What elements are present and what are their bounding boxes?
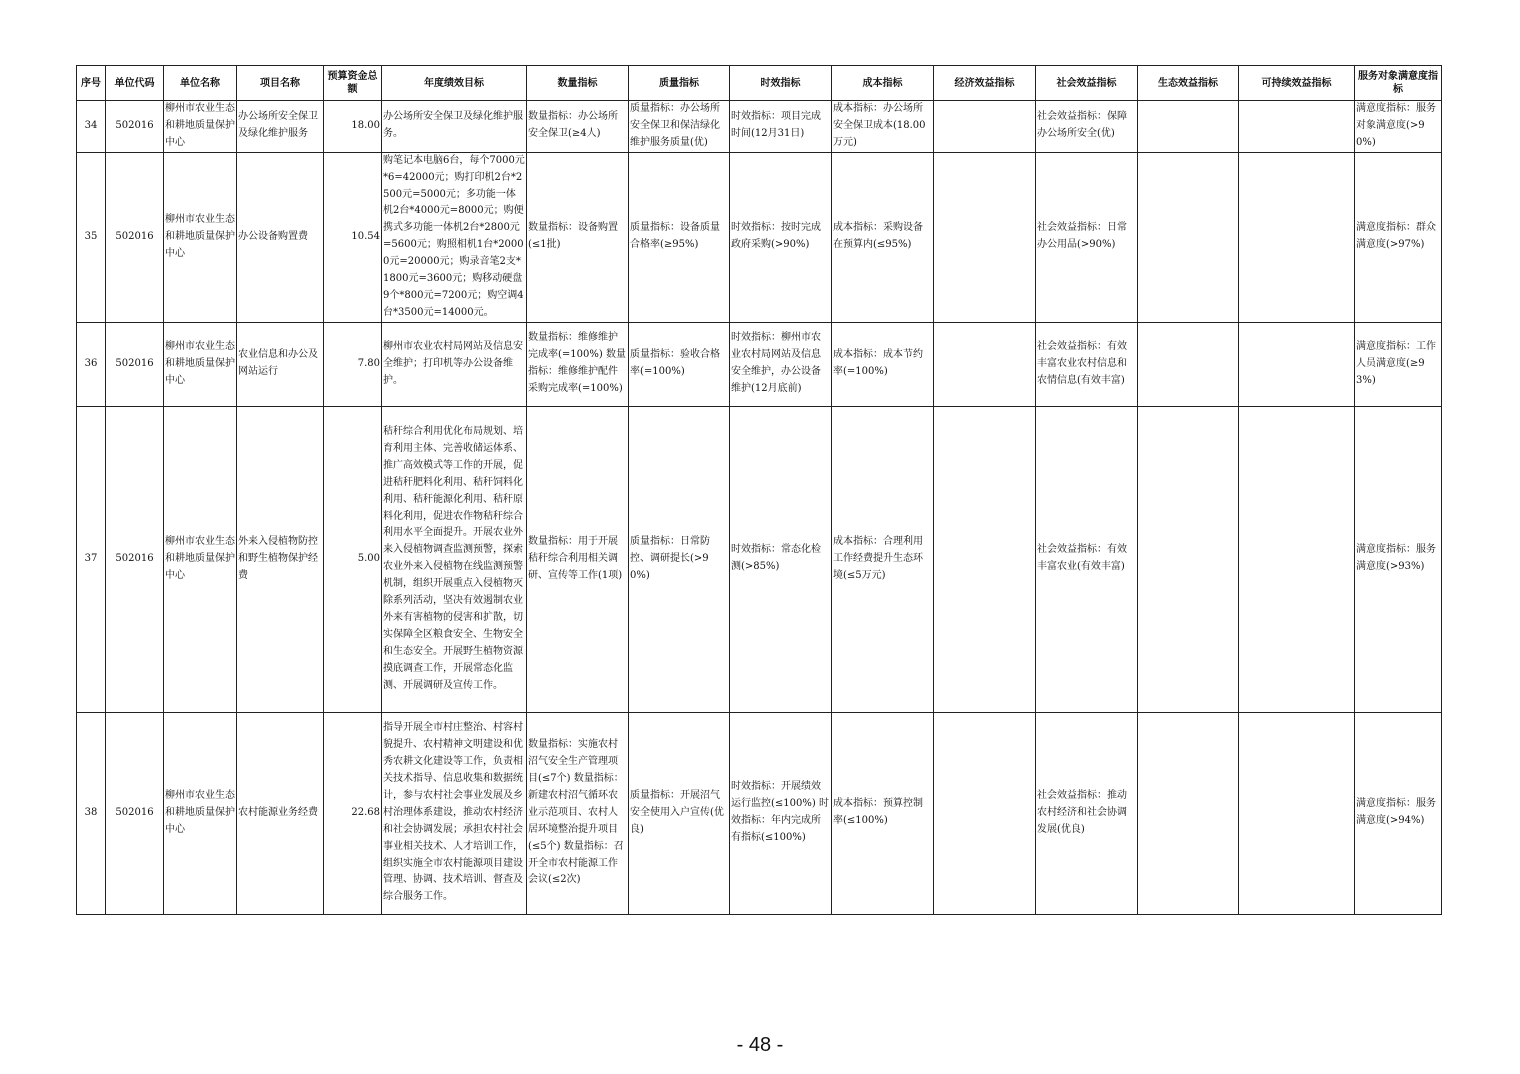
cell-goal: 购笔记本电脑6台，每个7000元*6=42000元；购打印机2台*2500元=5000元；多功能一体机2台*4000元=8000元；购便携式多功能一体机2台*2800元=5600元；购照相机1台*20000元=20000元；购录音笔2支*1800元=3600元；购移动硬盘9个*800元=7200元；购空调4台*3500元=14000元。 bbox=[382, 152, 527, 322]
col-header-quantity: 数量指标 bbox=[527, 66, 629, 101]
cell-quality: 质量指标：日常防控、调研提长(>90%) bbox=[629, 406, 730, 712]
cell-no: 37 bbox=[77, 406, 106, 712]
col-header-project: 项目名称 bbox=[237, 66, 324, 101]
cell-ecological bbox=[1138, 712, 1239, 914]
table-row bbox=[77, 712, 1442, 914]
col-header-economic: 经济效益指标 bbox=[934, 66, 1036, 101]
cell-goal: 柳州市农业农村局网站及信息安全维护；打印机等办公设备维护。 bbox=[382, 322, 527, 406]
cell-quality: 质量指标：设备质量合格率(≥95%) bbox=[629, 152, 730, 322]
cell-budget: 18.00 bbox=[324, 101, 382, 153]
cell-ecological bbox=[1138, 101, 1239, 153]
cell-quantity: 数量指标：办公场所安全保卫(≥4人) bbox=[527, 101, 629, 153]
performance-table bbox=[76, 65, 1442, 915]
cell-satisfaction: 满意度指标：服务满意度(>94%) bbox=[1355, 712, 1442, 914]
table-row bbox=[77, 101, 1442, 153]
cell-ecological bbox=[1138, 406, 1239, 712]
cell-economic bbox=[934, 406, 1036, 712]
cell-sustainable bbox=[1239, 322, 1355, 406]
cell-project: 农村能源业务经费 bbox=[237, 712, 324, 914]
cell-social: 社会效益指标：有效丰富农业农村信息和农情信息(有效丰富) bbox=[1036, 322, 1138, 406]
cell-no: 35 bbox=[77, 152, 106, 322]
cell-code: 502016 bbox=[106, 101, 164, 153]
cell-budget: 10.54 bbox=[324, 152, 382, 322]
cell-code: 502016 bbox=[106, 712, 164, 914]
cell-timeliness: 时效指标：按时完成政府采购(>90%) bbox=[730, 152, 832, 322]
cell-cost: 成本指标：预算控制率(≤100%) bbox=[832, 712, 934, 914]
cell-unit: 柳州市农业生态和耕地质量保护中心 bbox=[164, 322, 237, 406]
cell-sustainable bbox=[1239, 101, 1355, 153]
cell-timeliness: 时效指标：柳州市农业农村局网站及信息安全维护，办公设备维护(12月底前) bbox=[730, 322, 832, 406]
col-header-no: 序号 bbox=[77, 66, 106, 101]
cell-quantity: 数量指标：设备购置(≤1批) bbox=[527, 152, 629, 322]
cell-cost: 成本指标：采购设备在预算内(≤95%) bbox=[832, 152, 934, 322]
table-row bbox=[77, 322, 1442, 406]
cell-satisfaction: 满意度指标：工作人员满意度(≥93%) bbox=[1355, 322, 1442, 406]
cell-sustainable bbox=[1239, 152, 1355, 322]
cell-quantity: 数量指标：用于开展秸秆综合利用相关调研、宣传等工作(1项) bbox=[527, 406, 629, 712]
cell-ecological bbox=[1138, 152, 1239, 322]
cell-economic bbox=[934, 322, 1036, 406]
cell-quality: 质量指标：办公场所安全保卫和保洁绿化维护服务质量(优) bbox=[629, 101, 730, 153]
cell-no: 36 bbox=[77, 322, 106, 406]
cell-goal: 指导开展全市村庄整治、村容村貌提升、农村精神文明建设和优秀农耕文化建设等工作，负责相关技术指导、信息收集和数据统计，参与农村社会事业发展及乡村治理体系建设，推动农村经济和社会协调发展；承担农村社会事业相关技术、人才培训工作，组织实施全市农村能源项目建设管理、协调、技术培训、督查及综合服务工作。 bbox=[382, 712, 527, 914]
cell-ecological bbox=[1138, 322, 1239, 406]
cell-cost: 成本指标：办公场所安全保卫成本(18.00万元) bbox=[832, 101, 934, 153]
cell-quality: 质量指标：开展沼气安全使用入户宣传(优良) bbox=[629, 712, 730, 914]
cell-no: 38 bbox=[77, 712, 106, 914]
cell-social: 社会效益指标：保障办公场所安全(优) bbox=[1036, 101, 1138, 153]
cell-quantity: 数量指标：维修维护完成率(=100%) 数量指标：维修维护配件采购完成率(=100%) bbox=[527, 322, 629, 406]
col-header-cost: 成本指标 bbox=[832, 66, 934, 101]
cell-social: 社会效益指标：推动农村经济和社会协调发展(优良) bbox=[1036, 712, 1138, 914]
table-row bbox=[77, 406, 1442, 712]
cell-timeliness: 时效指标：常态化检测(>85%) bbox=[730, 406, 832, 712]
cell-project: 农业信息和办公及网站运行 bbox=[237, 322, 324, 406]
cell-project: 办公场所安全保卫及绿化维护服务 bbox=[237, 101, 324, 153]
cell-project: 办公设备购置费 bbox=[237, 152, 324, 322]
cell-budget: 22.68 bbox=[324, 712, 382, 914]
page-number: - 48 - bbox=[736, 1034, 784, 1056]
col-header-goal: 年度绩效目标 bbox=[382, 66, 527, 101]
cell-unit: 柳州市农业生态和耕地质量保护中心 bbox=[164, 101, 237, 153]
col-header-budget: 预算资金总额 bbox=[324, 66, 382, 101]
cell-unit: 柳州市农业生态和耕地质量保护中心 bbox=[164, 406, 237, 712]
cell-social: 社会效益指标：日常办公用品(>90%) bbox=[1036, 152, 1138, 322]
cell-sustainable bbox=[1239, 406, 1355, 712]
col-header-social: 社会效益指标 bbox=[1036, 66, 1138, 101]
cell-timeliness: 时效指标：项目完成时间(12月31日) bbox=[730, 101, 832, 153]
cell-timeliness: 时效指标：开展绩效运行监控(≤100%) 时效指标：年内完成所有指标(≤100%) bbox=[730, 712, 832, 914]
cell-cost: 成本指标：合理利用工作经费提升生态环境(≤5万元) bbox=[832, 406, 934, 712]
table-row bbox=[77, 152, 1442, 322]
cell-unit: 柳州市农业生态和耕地质量保护中心 bbox=[164, 712, 237, 914]
cell-satisfaction: 满意度指标：群众满意度(>97%) bbox=[1355, 152, 1442, 322]
cell-satisfaction: 满意度指标：服务满意度(>93%) bbox=[1355, 406, 1442, 712]
col-header-timeliness: 时效指标 bbox=[730, 66, 832, 101]
cell-goal: 办公场所安全保卫及绿化维护服务。 bbox=[382, 101, 527, 153]
cell-code: 502016 bbox=[106, 152, 164, 322]
cell-social: 社会效益指标：有效丰富农业(有效丰富) bbox=[1036, 406, 1138, 712]
cell-code: 502016 bbox=[106, 406, 164, 712]
cell-cost: 成本指标：成本节约率(=100%) bbox=[832, 322, 934, 406]
cell-satisfaction: 满意度指标：服务对象满意度(>90%) bbox=[1355, 101, 1442, 153]
cell-quality: 质量指标：验收合格率(=100%) bbox=[629, 322, 730, 406]
cell-no: 34 bbox=[77, 101, 106, 153]
col-header-ecological: 生态效益指标 bbox=[1138, 66, 1239, 101]
col-header-sustainable: 可持续效益指标 bbox=[1239, 66, 1355, 101]
header-row bbox=[77, 66, 1442, 101]
col-header-satisfaction: 服务对象满意度指标 bbox=[1355, 66, 1442, 101]
cell-unit: 柳州市农业生态和耕地质量保护中心 bbox=[164, 152, 237, 322]
cell-budget: 5.00 bbox=[324, 406, 382, 712]
cell-project: 外来入侵植物防控和野生植物保护经费 bbox=[237, 406, 324, 712]
col-header-unit: 单位名称 bbox=[164, 66, 237, 101]
cell-economic bbox=[934, 712, 1036, 914]
cell-quantity: 数量指标：实施农村沼气安全生产管理项目(≤7个) 数量指标：新建农村沼气循环农业示范项目、农村人居环境整治提升项目(≤5个) 数量指标：召开全市农村能源工作会议(≤2次) bbox=[527, 712, 629, 914]
cell-code: 502016 bbox=[106, 322, 164, 406]
cell-sustainable bbox=[1239, 712, 1355, 914]
cell-budget: 7.80 bbox=[324, 322, 382, 406]
col-header-quality: 质量指标 bbox=[629, 66, 730, 101]
cell-economic bbox=[934, 152, 1036, 322]
cell-economic bbox=[934, 101, 1036, 153]
cell-goal: 秸秆综合利用优化布局规划、培育利用主体、完善收储运体系、推广高效模式等工作的开展，促进秸秆肥料化利用、秸秆饲料化利用、秸秆能源化利用、秸秆原料化利用，促进农作物秸秆综合利用水平全面提升。开展农业外来入侵植物调查监测预警，探索农业外来入侵植物在线监测预警机制，组织开展重点入侵植物灭除系列活动，坚决有效遏制农业外来有害植物的侵害和扩散，切实保障全区粮食安全、生物安全和生态安全。开展野生植物资源摸底调查工作，开展常态化监测、开展调研及宣传工作。 bbox=[382, 406, 527, 712]
col-header-code: 单位代码 bbox=[106, 66, 164, 101]
